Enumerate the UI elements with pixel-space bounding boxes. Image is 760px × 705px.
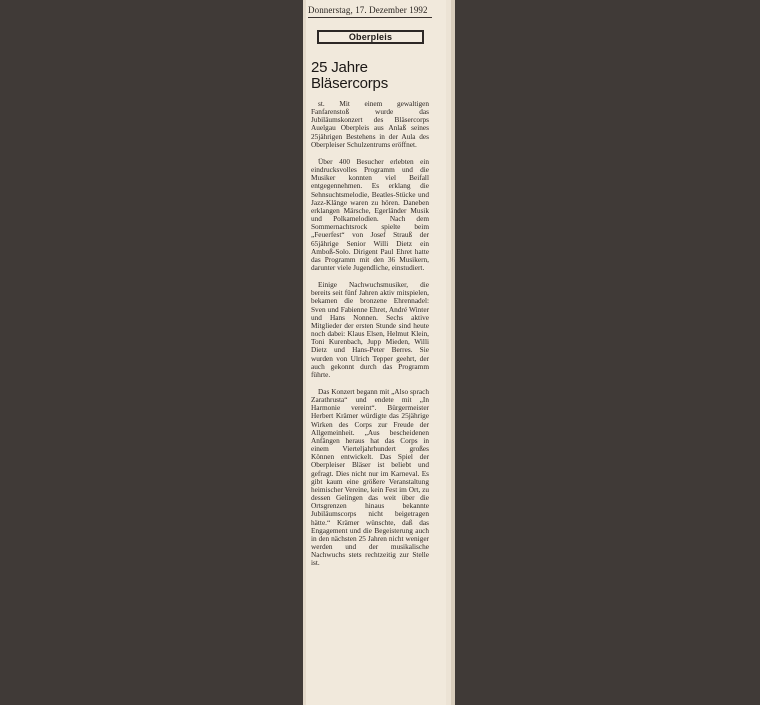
section-label: Oberpleis: [348, 32, 393, 42]
paper-left-shade: [303, 0, 306, 705]
newspaper-clipping: [303, 0, 455, 705]
paragraph-3: Einige Nachwuchsmusiker, die bereits seit fünf Jahren aktiv mitspielen, bekamen die bronzene Ehrennadel: Sven und Fabienne Ehret, André Winter und Hans Nonnen. Sechs aktive Mitglieder der ersten Stunde sind heute noch dabei: Klaus Elsen, Helmut Klein, Toni Kurenbach, Jupp Mieden, Willi Dietz und Hans-Peter Berres. Sie wurden von Ulrich Tepper geehrt, der auch gekonnt durch das Programm führte.: [311, 280, 429, 379]
headline: [311, 60, 432, 92]
clipping-column: [306, 0, 434, 705]
article-body: [311, 100, 429, 567]
headline-line-1: 25 Jahre: [311, 59, 368, 76]
dateline: Donnerstag, 17. Dezember 1992: [308, 5, 432, 18]
paragraph-2: Über 400 Besucher erlebten ein eindrucksvolles Programm und die Musiker konnten viel Beifall entgegennehmen. Es erklang die Sehnsuchtsmelodie, Beatles-Stücke und Jazz-Klänge waren zu hören. Daneben erklangen Märsche, Egerländer Musik und Polkamelodien. Nach dem Sommernachtsrock spielte beim „Feuerfest“ von Josef Strauß der 65jährige Senior Willi Dietz ein Amboß-Solo. Dirigent Paul Ehret hatte das Programm mit den 36 Musikern, darunter viele Jugendliche, einstudiert.: [311, 156, 429, 272]
section-label-box: [317, 30, 424, 44]
paper-right-shadow: [451, 0, 455, 705]
paragraph-1: st. Mit einem gewaltigen Fanfarenstoß wurde das Jubiläumskonzert des Bläsercorps Auelgau Oberpleis aus Anlaß seines 25jährigen Bestehens in der Aula des Oberpleiser Schulzentrums eröffnet.: [311, 99, 429, 149]
headline-line-2: Bläsercorps: [311, 75, 388, 92]
paragraph-4: Das Konzert begann mit „Also sprach Zarathrusta“ und endete mit „In Harmonie vereint“. Bürgermeister Herbert Krämer würdigte das 25jährige Wirken des Corps zur Freude der Allgemeinheit. „Aus bescheidenen Anfängen heraus hat das Corps in einem Vierteljahrhundert großes Können entwickelt. Das Spiel der Oberpleiser Bläser ist beliebt und gefragt. Dies nicht nur im Karneval. Es gibt kaum eine größere Veranstaltung heimischer Vereine, kein Fest im Ort, zu dessen Gelingen das weit über die Ortsgrenzen hinaus bekannte Jubiläumscorps nicht beigetragen hätte.“ Krämer wünschte, daß das Engagement und die Begeisterung auch in den nächsten 25 Jahren nicht weniger werden und der musikalische Nachwuchs stets rechtzeitig zur Stelle ist.: [311, 387, 429, 568]
